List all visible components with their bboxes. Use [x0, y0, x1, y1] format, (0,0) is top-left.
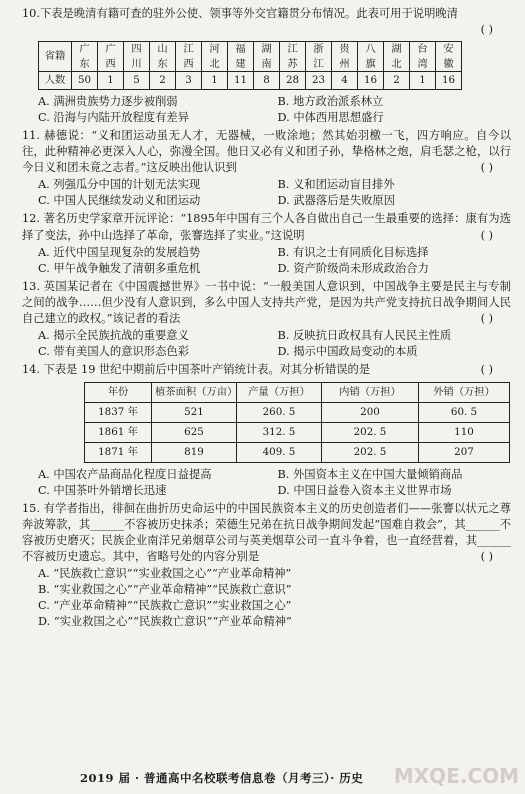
answer-bracket-12: ( ) — [480, 228, 493, 242]
table-cell: 312. 5 — [237, 422, 322, 442]
option-d[interactable]: D. 中国日益卷入资本主义世界市场 — [277, 483, 452, 497]
table-header: 外销（万担） — [419, 382, 510, 402]
table-cell: 202. 5 — [322, 422, 419, 442]
table-cell: 2 — [150, 72, 176, 90]
table-cell: 50 — [72, 72, 98, 90]
option-b[interactable]: B. 义和团运动盲目排外 — [277, 178, 395, 192]
table-row — [85, 402, 510, 422]
table-cell: 2 — [384, 72, 410, 90]
question-11-stem: 11. 赫德说：“义和团运动虽无人才，无器械，一败涂地；然其始羽檄一飞，四方响应。自今以往，此种精神必更深入人心，弥漫全国。他日又必有义和团子孙，挚格林之炮，肩毛瑟之枪，以行今日义和团未竟之志者。”这反映出他认识到 ( ) — [22, 128, 511, 176]
table-cell: 1871 年 — [85, 442, 152, 462]
table-cell: 1861 年 — [85, 422, 152, 442]
table-cell: 16 — [436, 72, 462, 90]
question-10-stem: 10.下表是晚清有籍可查的驻外公使、领事等外交官籍贯分布情况。此表可用于说明晚清 — [22, 7, 458, 20]
option-d[interactable]: D. 中体西用思想盛行 — [277, 111, 384, 125]
option-d[interactable]: D. “实业救国之心”“民族救亡意识”“产业革命精神” — [38, 615, 292, 629]
option-a[interactable]: A. 近代中国呈现复杂的发展趋势 — [38, 245, 201, 259]
table-header: 植茶面积（万亩） — [152, 382, 237, 402]
options-q10 — [38, 94, 511, 126]
question-15 — [22, 501, 511, 630]
watermark-logo: MXQE.COM — [393, 763, 519, 788]
option-d[interactable]: D. 武器落后是失败原因 — [277, 194, 396, 208]
table-cell: 广西 — [98, 42, 124, 72]
table-header: 产量（万担） — [237, 382, 322, 402]
table-row — [85, 442, 510, 462]
option-a[interactable]: A. “民族救亡意识”“实业救国之心”“产业革命精神” — [38, 566, 292, 580]
option-c[interactable]: C. 中国茶叶外销增长迅速 — [38, 483, 167, 497]
option-d[interactable]: D. 揭示中国政局变动的本质 — [277, 344, 418, 358]
table-header: 年份 — [85, 382, 152, 402]
option-c[interactable]: C. 中国人民继续发动义和团运动 — [38, 194, 201, 208]
table-row — [39, 72, 462, 90]
table-cell: 四川 — [124, 42, 150, 72]
options-q14 — [38, 467, 511, 499]
option-a[interactable]: A. 满洲贵族势力逐步被削弱 — [38, 95, 178, 109]
table-header: 内销（万担） — [322, 382, 419, 402]
option-c[interactable]: C. “产业革命精神”“民族救亡意识”“实业救国之心” — [38, 599, 292, 613]
question-12-stem: 12. 著名历史学家章开沅评论：“1895年中国有三个人各自做出自己一生最重要的选择：康有为选择了变法，孙中山选择了革命，张謇选择了实业。”这说明 ( ) — [22, 211, 511, 243]
table-cell: 1 — [202, 72, 228, 90]
table-cell: 八旗 — [358, 42, 384, 72]
option-a[interactable]: A. 列强瓜分中国的计划无法实现 — [38, 178, 201, 192]
question-10 — [22, 6, 511, 126]
table-q10 — [38, 41, 462, 90]
option-c[interactable]: C. 甲午战争触发了清朝多重危机 — [38, 261, 201, 275]
table-row — [85, 422, 510, 442]
table-cell: 202. 5 — [322, 442, 419, 462]
option-c[interactable]: C. 沿海与内陆开放程度有差异 — [38, 111, 189, 125]
table-cell: 广东 — [72, 42, 98, 72]
table-cell: 1 — [410, 72, 436, 90]
table-cell: 5 — [124, 72, 150, 90]
table-cell: 409. 5 — [237, 442, 322, 462]
option-d[interactable]: D. 资产阶级尚未形成政治合力 — [277, 261, 429, 275]
table-cell: 521 — [152, 402, 237, 422]
answer-bracket-13: ( ) — [480, 311, 493, 325]
table-cell: 260. 5 — [237, 402, 322, 422]
option-a[interactable]: A. 中国农产品商品化程度日益提高 — [38, 467, 212, 481]
option-a[interactable]: A. 揭示全民族抗战的重要意义 — [38, 328, 189, 342]
table-cell: 16 — [358, 72, 384, 90]
option-b[interactable]: B. “实业救国之心”“产业革命精神”“民族救亡意识” — [38, 583, 292, 596]
table-cell: 人数 — [39, 72, 72, 90]
options-q13 — [38, 328, 511, 360]
answer-bracket-10: ( ) — [480, 23, 493, 37]
table-cell: 110 — [419, 422, 510, 442]
answer-bracket-15: ( ) — [480, 549, 493, 563]
question-14 — [22, 362, 511, 499]
table-cell: 200 — [322, 402, 419, 422]
table-row — [39, 42, 462, 72]
table-cell: 1837 年 — [85, 402, 152, 422]
table-cell: 28 — [280, 72, 306, 90]
table-cell: 11 — [228, 72, 254, 90]
answer-bracket-14: ( ) — [480, 362, 493, 376]
table-cell: 1 — [98, 72, 124, 90]
table-cell: 安徽 — [436, 42, 462, 72]
question-12 — [22, 211, 511, 276]
question-13-stem: 13. 英国某记者在《中国震撼世界》一书中说：“一般美国人意识到，中国战争主要是民主与专制之间的战争……但少没有人意识到，多么中国人支持共产党，是因为共产党支持抗日战争期间人民自己建立的政权。”该记者的看法 ( ) — [22, 279, 511, 327]
table-cell: 浙江 — [306, 42, 332, 72]
options-q12 — [38, 245, 511, 277]
option-c[interactable]: C. 带有美国人的意识形态色彩 — [38, 344, 189, 358]
page-footer: 2019 届 · 普通高中名校联考信息卷（月考三）· 历史 — [80, 771, 364, 785]
option-b[interactable]: B. 外国资本主义在中国大量倾销商品 — [277, 467, 463, 481]
options-q11 — [38, 177, 511, 209]
table-cell: 河北 — [202, 42, 228, 72]
table-cell: 8 — [254, 72, 280, 90]
table-cell: 3 — [176, 72, 202, 90]
question-13 — [22, 279, 511, 360]
table-cell: 625 — [152, 422, 237, 442]
option-b[interactable]: B. 反映抗日政权具有人民民主性质 — [277, 328, 452, 342]
table-cell: 江苏 — [280, 42, 306, 72]
table-header-row — [85, 382, 510, 402]
table-cell: 江西 — [176, 42, 202, 72]
table-cell: 山东 — [150, 42, 176, 72]
table-cell: 207 — [419, 442, 510, 462]
question-11 — [22, 128, 511, 209]
table-cell: 23 — [306, 72, 332, 90]
table-cell: 4 — [332, 72, 358, 90]
question-15-stem: 15. 有学者指出，徘徊在曲折历史命运中的中国民族资本主义的历史创造者们——张謇以状元之尊奔波筹款，其______不容被历史抹杀；荣德生兄弟在抗日战争期间发起“国难自救会”，其______不容被历史磨灭；民族企业南洋兄弟烟草公司与英美烟草公司一直斗争着，也一直经营着，其______不容被历史遗忘。其中，省略号处的内容分别是 ( ) — [22, 501, 511, 565]
table-cell: 福建 — [228, 42, 254, 72]
table-q14 — [84, 382, 510, 463]
option-b[interactable]: B. 地方政治派系林立 — [277, 95, 384, 109]
table-cell: 60. 5 — [419, 402, 510, 422]
table-cell: 819 — [152, 442, 237, 462]
table-cell: 贵州 — [332, 42, 358, 72]
option-b[interactable]: B. 有识之士有同质化目标选择 — [277, 245, 429, 259]
table-cell: 湖南 — [254, 42, 280, 72]
table-cell: 台湾 — [410, 42, 436, 72]
answer-bracket-11: ( ) — [480, 161, 493, 175]
table-cell: 湖北 — [384, 42, 410, 72]
options-q15 — [38, 566, 511, 630]
table-cell: 省籍 — [39, 42, 72, 72]
question-14-stem: 14. 下表是 19 世纪中期前后中国茶叶产销统计表。对其分析错误的是 ( ) — [22, 362, 511, 378]
